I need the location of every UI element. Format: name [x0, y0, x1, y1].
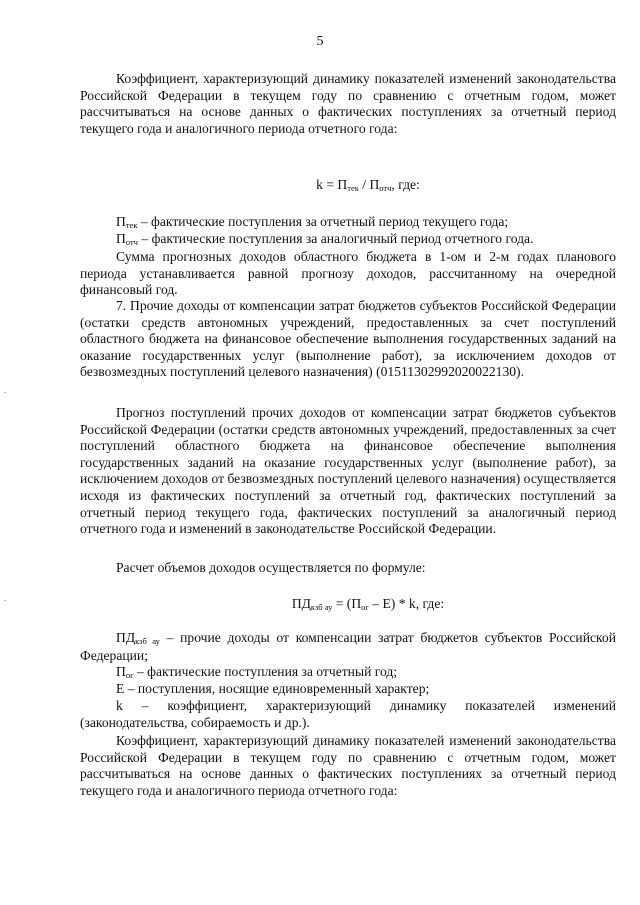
paragraph-forecast: Прогноз поступлений прочих доходов от компенсации затрат бюджетов субъектов Российской Федерации (остатки средств автономных учреждений, предоставленных за счет поступлений областного бюджета на финансовое обеспечение выполнения государственных заданий на оказание государственных услуг (выполнение работ), за исключением доходов от безвозмездных поступлений целевого назначения) осуществляется исходя из фактических поступлений за отчетный год, фактических поступлений за отчетный период текущего года, фактических поступлений за аналогичный период отчетного года и изменений в законодательстве Российской Федерации. — [80, 405, 616, 537]
formula-k: k = Птек / Потч, где: — [316, 177, 420, 193]
scan-artifact — [4, 600, 6, 601]
paragraph-calculation: Расчет объемов доходов осуществляется по формуле: — [116, 560, 426, 575]
formula-pd: ПДкзб ау = (Пог – Е) * k, где: — [291, 596, 445, 612]
definition-p-og: Пог – фактические поступления за отчетный год; — [116, 664, 398, 680]
scan-artifact — [4, 392, 6, 393]
definition-p-tek: Птек – фактические поступления за отчетный период текущего года; — [116, 214, 509, 230]
definition-p-otch: Потч – фактические поступления за аналогичный период отчетного года. — [116, 231, 534, 247]
paragraph-coefficient-repeat: Коэффициент, характеризующий динамику показателей изменений законодательства Российской Федерации в текущем году по сравнению с отчетным годом, может рассчитываться на основе данных о фактических поступлениях за отчетный период текущего года и аналогичного периода отчетного года: — [80, 733, 616, 798]
paragraph-planning-period: Сумма прогнозных доходов областного бюджета в 1-ом и 2-м годах планового периода устанавливается равной прогнозу доходов, рассчитанному на очередной финансовый год. — [80, 249, 616, 298]
paragraph-section-7: 7. Прочие доходы от компенсации затрат бюджетов субъектов Российской Федерации (остатки средств автономных учреждений, предоставленных за счет поступлений областного бюджета на финансовое обеспечение выполнения государственных заданий на оказание государственных услуг (выполнение работ), за исключением доходов от безвозмездных поступлений целевого назначения) (01511302992020022130). — [80, 298, 616, 380]
page-number: 5 — [316, 34, 324, 49]
paragraph-coefficient-intro: Коэффициент, характеризующий динамику показателей изменений законодательства Российской Федерации в текущем году по сравнению с отчетным годом, может рассчитываться на основе данных о фактических поступлениях за отчетный период текущего года и аналогичного периода отчетного года: — [80, 71, 616, 136]
definition-pd: ПДкзб ау – прочие доходы от компенсации затрат бюджетов субъектов Российской Федерации; — [80, 630, 616, 663]
definition-e: Е – поступления, носящие единовременный характер; — [116, 681, 430, 696]
definition-k: k – коэффициент, характеризующий динамику показателей изменений (законодательства, собираемость и др.). — [80, 698, 616, 730]
